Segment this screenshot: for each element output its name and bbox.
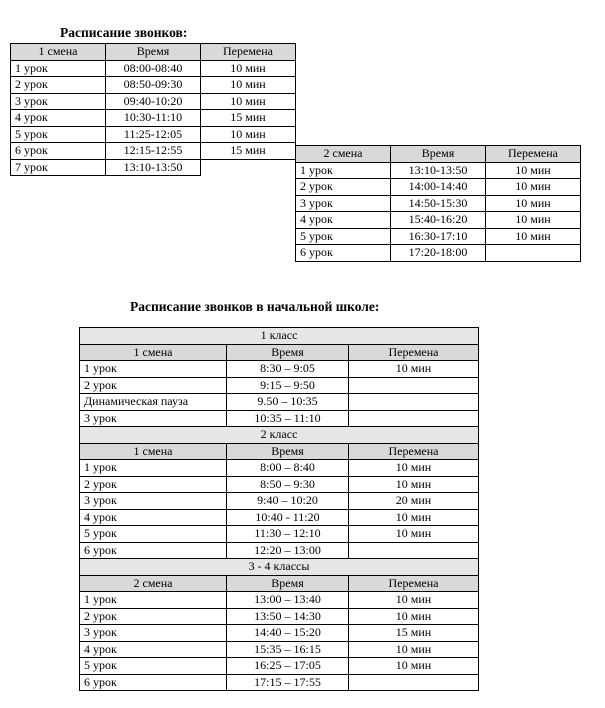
header-row [296,146,581,163]
lesson-cell: 6 урок [80,674,227,691]
table-row [80,674,479,691]
table-row [80,641,479,658]
header-row [80,575,479,592]
break-cell [486,245,581,262]
lesson-cell: 2 урок [80,377,227,394]
break-cell [349,394,479,411]
lesson-cell: 6 урок [296,245,391,262]
break-cell: 10 мин [349,460,479,477]
break-cell: 10 мин [201,60,296,77]
column-header: Время [227,344,349,361]
column-header: 1 смена [80,443,227,460]
time-cell: 16:25 – 17:05 [227,658,349,675]
break-cell: 10 мин [201,77,296,94]
break-cell: 10 мин [349,509,479,526]
primary-table [79,327,479,691]
break-cell: 15 мин [349,625,479,642]
lesson-cell: 3 урок [80,493,227,510]
time-cell: 11:30 – 12:10 [227,526,349,543]
time-cell: 10:40 - 11:20 [227,509,349,526]
primary-schedule-title: Расписание звонков в начальной школе: [130,299,380,314]
table-row [296,228,581,245]
shift1-table [10,43,296,176]
break-cell [349,410,479,427]
table-row [11,93,296,110]
table-row [296,195,581,212]
table-row [80,509,479,526]
table-row [80,625,479,642]
time-cell: 09:40-10:20 [106,93,201,110]
lesson-cell: 4 урок [11,110,106,127]
table-row [80,526,479,543]
table-row [80,361,479,378]
break-cell: 10 мин [349,592,479,609]
break-cell: 10 мин [486,228,581,245]
break-cell: 10 мин [486,162,581,179]
lesson-cell: 3 урок [80,625,227,642]
break-cell: 10 мин [486,179,581,196]
lesson-cell: 5 урок [296,228,391,245]
table-row [296,162,581,179]
table-row [80,394,479,411]
time-cell: 14:50-15:30 [391,195,486,212]
shift2-table [295,145,581,262]
column-header: Время [227,575,349,592]
time-cell: 10:35 – 11:10 [227,410,349,427]
table-row [80,542,479,559]
table-row [80,476,479,493]
break-cell: 20 мин [349,493,479,510]
time-cell: 13:00 – 13:40 [227,592,349,609]
time-cell: 9.50 – 10:35 [227,394,349,411]
table-row [296,245,581,262]
break-cell: 10 мин [201,126,296,143]
column-header: Перемена [349,575,479,592]
time-cell: 9:40 – 10:20 [227,493,349,510]
section-title: 1 класс [80,328,479,345]
column-header: 2 смена [296,146,391,163]
lesson-cell: 4 урок [80,641,227,658]
section-title: 2 класс [80,427,479,444]
lesson-cell: 4 урок [296,212,391,229]
time-cell: 12:20 – 13:00 [227,542,349,559]
break-cell: 10 мин [349,658,479,675]
table-row [296,212,581,229]
break-cell [349,377,479,394]
break-cell [349,674,479,691]
lesson-cell: 6 урок [11,143,106,160]
break-cell: 15 мин [201,110,296,127]
column-header: Перемена [486,146,581,163]
break-cell: 10 мин [201,93,296,110]
time-cell: 15:35 – 16:15 [227,641,349,658]
break-cell [349,542,479,559]
break-cell: 10 мин [486,195,581,212]
time-cell: 13:10-13:50 [106,159,201,176]
time-cell: 08:00-08:40 [106,60,201,77]
break-cell: 10 мин [349,361,479,378]
section-title-row [80,427,479,444]
time-cell: 10:30-11:10 [106,110,201,127]
table-row [11,110,296,127]
time-cell: 8:30 – 9:05 [227,361,349,378]
time-cell: 8:00 – 8:40 [227,460,349,477]
lesson-cell: 2 урок [296,179,391,196]
column-header: 1 смена [80,344,227,361]
table-row [11,143,296,160]
header-row [80,443,479,460]
table-row [11,126,296,143]
table-row [80,410,479,427]
lesson-cell: 5 урок [80,526,227,543]
lesson-cell: 2 урок [80,476,227,493]
lesson-cell: 4 урок [80,509,227,526]
section-title: 3 - 4 классы [80,559,479,576]
lesson-cell: 1 урок [80,460,227,477]
section-title-row [80,559,479,576]
table-row [80,493,479,510]
time-cell: 13:50 – 14:30 [227,608,349,625]
lesson-cell: 3 урок [11,93,106,110]
table-row [296,179,581,196]
time-cell: 14:00-14:40 [391,179,486,196]
time-cell: 16:30-17:10 [391,228,486,245]
lesson-cell: 6 урок [80,542,227,559]
time-cell: 13:10-13:50 [391,162,486,179]
time-cell: 12:15-12:55 [106,143,201,160]
time-cell: 11:25-12:05 [106,126,201,143]
table-row [80,592,479,609]
section-title-row [80,328,479,345]
column-header: 2 смена [80,575,227,592]
column-header: Перемена [201,44,296,61]
lesson-cell: 1 урок [296,162,391,179]
break-cell: 10 мин [349,476,479,493]
time-cell: 9:15 – 9:50 [227,377,349,394]
lesson-cell: 7 урок [11,159,106,176]
break-cell: 10 мин [349,641,479,658]
column-header: Время [391,146,486,163]
time-cell: 17:20-18:00 [391,245,486,262]
column-header: 1 смена [11,44,106,61]
break-cell: 10 мин [349,526,479,543]
table-row [80,608,479,625]
lesson-cell: 1 урок [80,361,227,378]
column-header: Перемена [349,344,479,361]
lesson-cell: 5 урок [80,658,227,675]
table-row [11,60,296,77]
break-cell [201,159,296,176]
lesson-cell: 1 урок [11,60,106,77]
schedule-title: Расписание звонков: [60,25,188,40]
lesson-cell: 2 урок [11,77,106,94]
lesson-cell: 1 урок [80,592,227,609]
time-cell: 08:50-09:30 [106,77,201,94]
time-cell: 8:50 – 9:30 [227,476,349,493]
table-row [80,658,479,675]
column-header: Перемена [349,443,479,460]
column-header: Время [227,443,349,460]
lesson-cell: 3 урок [80,410,227,427]
table-row [11,159,296,176]
lesson-cell: 2 урок [80,608,227,625]
time-cell: 14:40 – 15:20 [227,625,349,642]
time-cell: 17:15 – 17:55 [227,674,349,691]
lesson-cell: 3 урок [296,195,391,212]
lesson-cell: Динамическая пауза [80,394,227,411]
column-header: Время [106,44,201,61]
table-row [80,460,479,477]
time-cell: 15:40-16:20 [391,212,486,229]
break-cell: 10 мин [349,608,479,625]
break-cell: 10 мин [486,212,581,229]
lesson-cell: 5 урок [11,126,106,143]
table-row [80,377,479,394]
break-cell: 15 мин [201,143,296,160]
header-row [11,44,296,61]
table-row [11,77,296,94]
header-row [80,344,479,361]
